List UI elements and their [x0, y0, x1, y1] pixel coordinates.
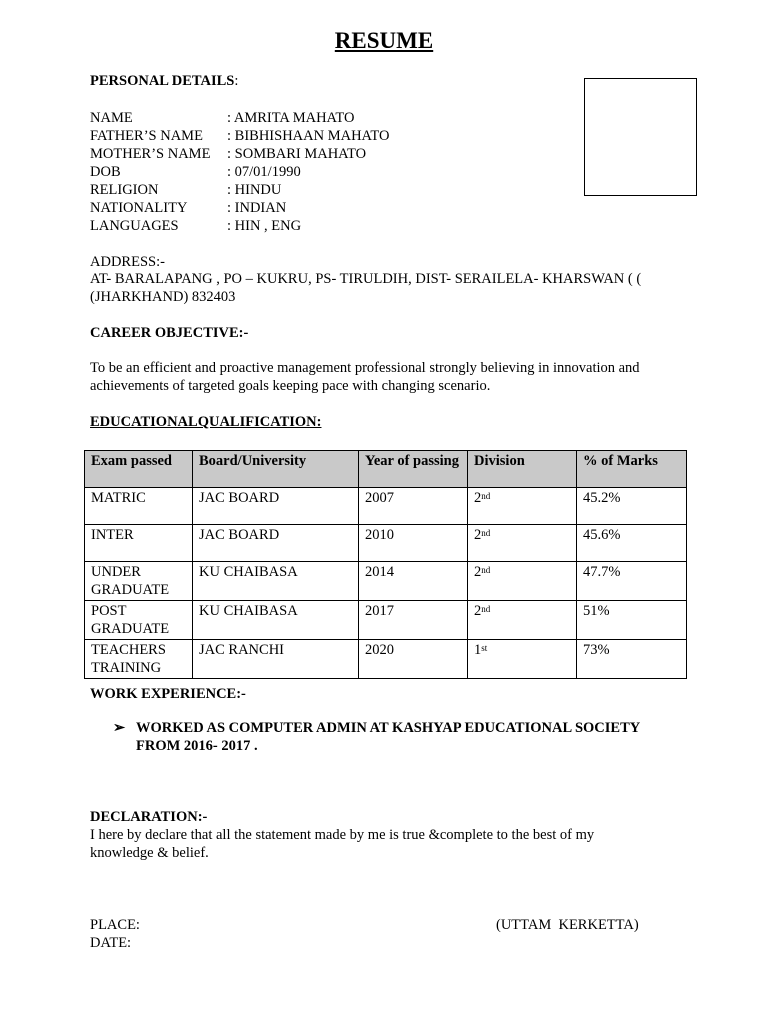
education-heading: EDUCATIONALQUALIFICATION: — [90, 414, 322, 430]
address-line-1: AT- BARALAPANG , PO – KUKRU, PS- TIRULDIH, DIST- SERAILELA- KHARSWAN ( ( — [90, 271, 642, 287]
declaration-heading: DECLARATION:- — [90, 809, 208, 825]
detail-value: : INDIAN — [227, 200, 287, 216]
column-header-year: Year of passing — [359, 451, 468, 488]
table-row — [85, 640, 687, 679]
work-experience-line-1: WORKED AS COMPUTER ADMIN AT KASHYAP EDUCATIONAL SOCIETY — [136, 720, 641, 736]
cell-exam: INTER — [85, 525, 193, 562]
cell-division: 2nd — [468, 601, 577, 640]
cell-year: 2017 — [359, 601, 468, 640]
detail-value: : HINDU — [227, 182, 282, 198]
work-experience-heading: WORK EXPERIENCE:- — [90, 686, 246, 702]
page-title: RESUME — [334, 28, 434, 53]
table-row — [85, 488, 687, 525]
detail-value: : BIBHISHAAN MAHATO — [227, 128, 390, 144]
address-label: ADDRESS:- — [90, 254, 165, 270]
cell-board: KU CHAIBASA — [193, 562, 359, 601]
cell-board: JAC RANCHI — [193, 640, 359, 679]
cell-year: 2020 — [359, 640, 468, 679]
detail-label: FATHER’S NAME — [90, 128, 203, 144]
cell-division: 1st — [468, 640, 577, 679]
column-header-exam: Exam passed — [85, 451, 193, 488]
photo-placeholder — [584, 78, 697, 196]
detail-label: MOTHER’S NAME — [90, 146, 211, 162]
cell-exam: UNDER GRADUATE — [85, 562, 193, 601]
cell-division: 2nd — [468, 562, 577, 601]
table-row — [85, 601, 687, 640]
cell-year: 2010 — [359, 525, 468, 562]
detail-value: : AMRITA MAHATO — [227, 110, 355, 126]
cell-division: 2nd — [468, 525, 577, 562]
detail-value: : SOMBARI MAHATO — [227, 146, 367, 162]
personal-details-heading: PERSONAL DETAILS: — [90, 73, 239, 89]
career-objective-line-1: To be an efficient and proactive management professional strongly believing in innovation and — [90, 360, 640, 376]
cell-exam: POST GRADUATE — [85, 601, 193, 640]
cell-marks: 47.7% — [577, 562, 687, 601]
signature-name: (UTTAM KERKETTA) — [496, 917, 639, 933]
cell-marks: 45.6% — [577, 525, 687, 562]
work-experience-line-2: FROM 2016- 2017 . — [136, 738, 258, 754]
education-table-header — [85, 451, 687, 488]
detail-label: RELIGION — [90, 182, 159, 198]
cell-exam: TEACHERS TRAINING — [85, 640, 193, 679]
detail-label: NAME — [90, 110, 133, 126]
address-line-2: (JHARKHAND) 832403 — [90, 289, 236, 305]
detail-value: : HIN , ENG — [227, 218, 302, 234]
cell-board: KU CHAIBASA — [193, 601, 359, 640]
arrow-bullet-icon: ➢ — [113, 720, 126, 736]
declaration-line-1: I here by declare that all the statement made by me is true &complete to the best of my — [90, 827, 595, 843]
detail-label: LANGUAGES — [90, 218, 179, 234]
detail-value: : 07/01/1990 — [227, 164, 301, 180]
detail-label: NATIONALITY — [90, 200, 188, 216]
cell-year: 2014 — [359, 562, 468, 601]
table-row — [85, 525, 687, 562]
cell-board: JAC BOARD — [193, 525, 359, 562]
cell-exam: MATRIC — [85, 488, 193, 525]
table-row — [85, 562, 687, 601]
column-header-division: Division — [468, 451, 577, 488]
column-header-board: Board/University — [193, 451, 359, 488]
career-objective-line-2: achievements of targeted goals keeping pace with changing scenario. — [90, 378, 491, 394]
cell-board: JAC BOARD — [193, 488, 359, 525]
place-label: PLACE: — [90, 917, 140, 933]
detail-label: DOB — [90, 164, 121, 180]
cell-marks: 45.2% — [577, 488, 687, 525]
cell-year: 2007 — [359, 488, 468, 525]
declaration-line-2: knowledge & belief. — [90, 845, 209, 861]
cell-marks: 73% — [577, 640, 687, 679]
career-objective-heading: CAREER OBJECTIVE:- — [90, 325, 249, 341]
date-label: DATE: — [90, 935, 132, 951]
cell-marks: 51% — [577, 601, 687, 640]
column-header-marks: % of Marks — [577, 451, 687, 488]
education-table — [84, 450, 687, 679]
cell-division: 2nd — [468, 488, 577, 525]
